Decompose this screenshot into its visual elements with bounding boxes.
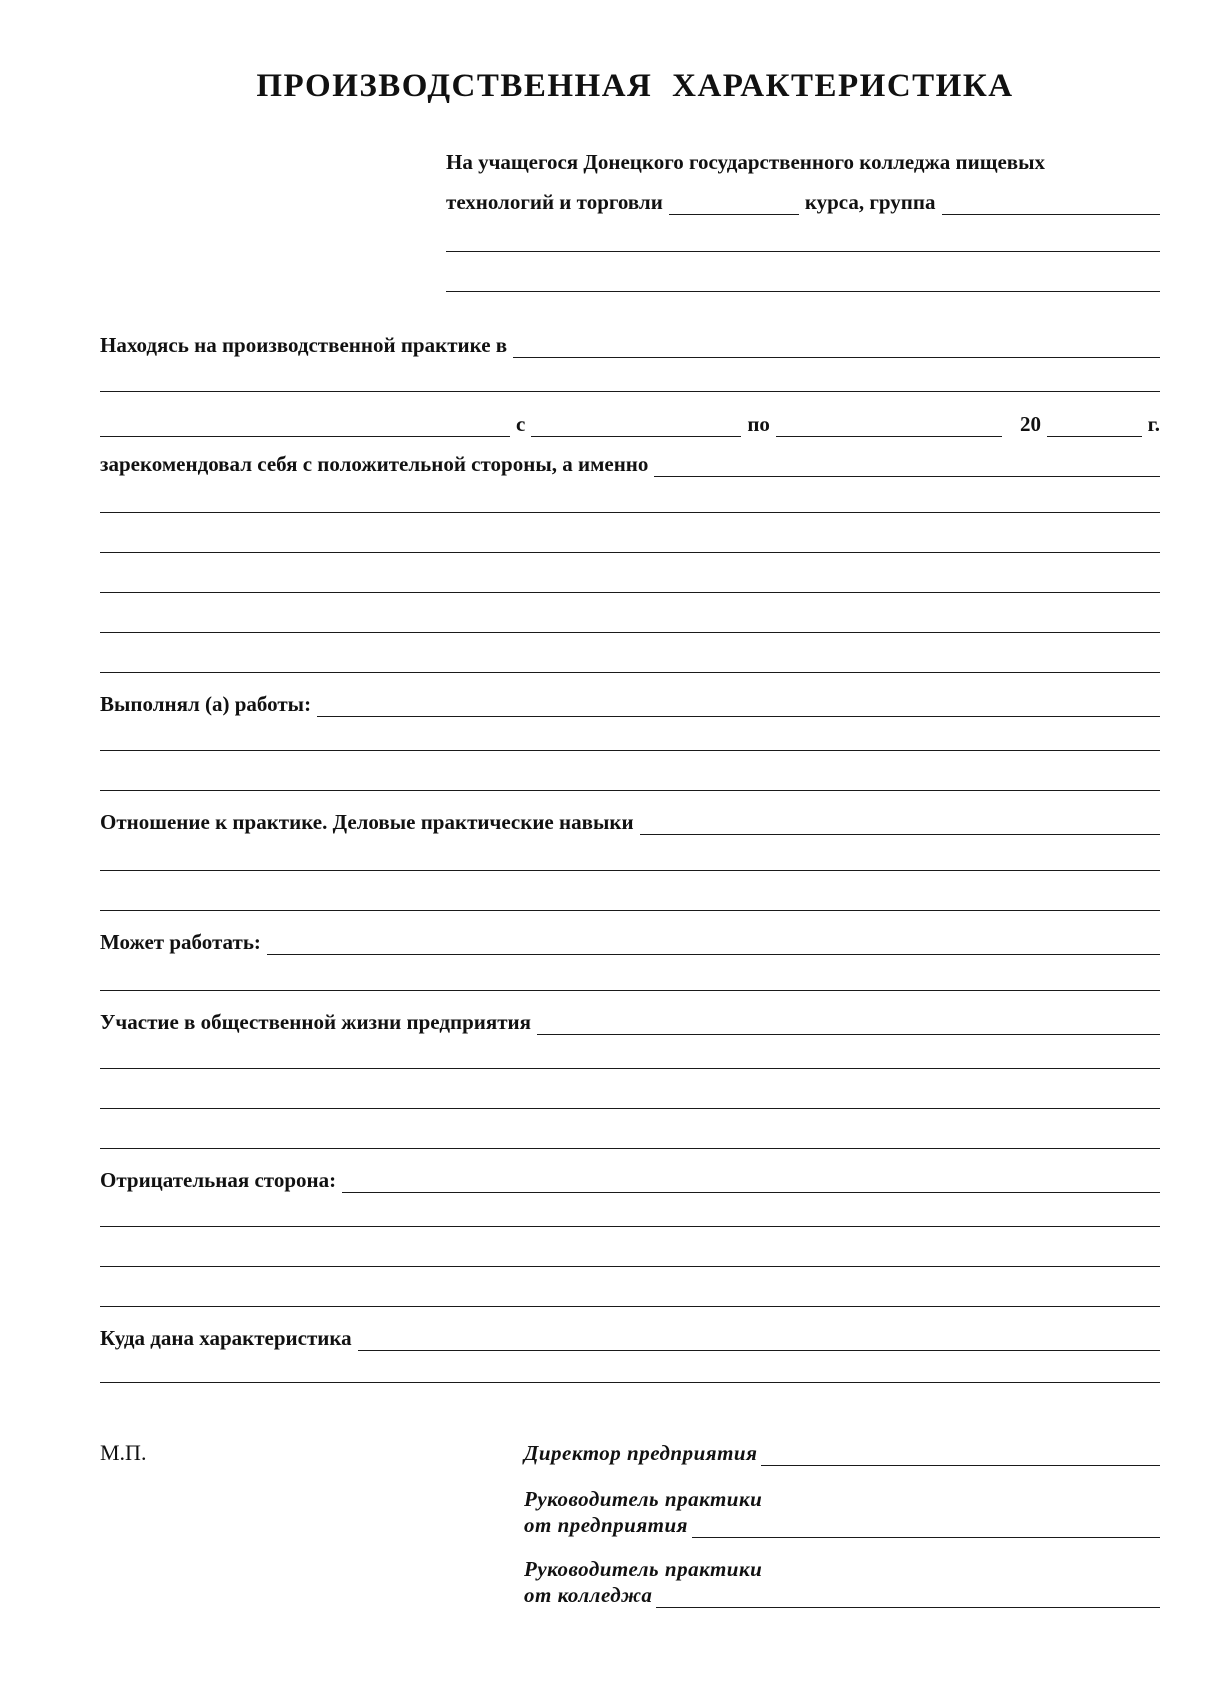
recommended-field[interactable] (654, 456, 1160, 477)
attitude-row (100, 810, 1160, 835)
practice-place-row (100, 333, 1160, 358)
director-label: Директор предприятия (524, 1441, 758, 1465)
student-name-line[interactable] (446, 251, 1160, 252)
recommended-line[interactable] (100, 512, 1160, 513)
social-row (100, 1010, 1160, 1035)
works-row (100, 692, 1160, 717)
destination-row (100, 1326, 1160, 1351)
practice-dates-row (100, 412, 1160, 437)
attitude-line[interactable] (100, 910, 1160, 911)
college-lead-signature (524, 1556, 1160, 1608)
works-label: Выполнял (а) работы: (100, 692, 312, 716)
header-text-2b: курса, группа (804, 190, 936, 214)
enterprise-lead-signature (524, 1486, 1160, 1538)
course-field[interactable] (669, 194, 799, 215)
header-line-2 (446, 190, 1160, 215)
social-line[interactable] (100, 1148, 1160, 1149)
director-signature-field[interactable] (761, 1445, 1160, 1466)
social-line[interactable] (100, 1108, 1160, 1109)
recommended-line[interactable] (100, 552, 1160, 553)
college-lead-signature-field[interactable] (656, 1587, 1160, 1608)
practice-place-label: Находясь на производственной практике в (100, 333, 508, 357)
social-label: Участие в общественной жизни предприятия (100, 1010, 531, 1034)
year-label: 20 (1019, 412, 1041, 436)
works-field[interactable] (317, 696, 1160, 717)
document-title: ПРОИЗВОДСТВЕННАЯ ХАРАКТЕРИСТИКА (256, 68, 1014, 104)
enterprise-lead-label-2: от предприятия (524, 1513, 688, 1537)
recommended-line[interactable] (100, 632, 1160, 633)
negative-line[interactable] (100, 1266, 1160, 1267)
year-field[interactable] (1047, 416, 1142, 437)
negative-field[interactable] (342, 1172, 1160, 1193)
recommended-label: зарекомендовал себя с положительной стороны, а именно (100, 452, 649, 476)
group-field[interactable] (942, 194, 1160, 215)
header-line-1 (446, 150, 1045, 175)
director-signature (524, 1440, 1160, 1466)
stamp-place: М.П. (100, 1440, 147, 1465)
student-name-line-2[interactable] (446, 291, 1160, 292)
negative-label: Отрицательная сторона: (100, 1168, 337, 1192)
practice-org-field[interactable] (100, 416, 510, 437)
negative-line[interactable] (100, 1226, 1160, 1227)
attitude-field[interactable] (640, 814, 1160, 835)
works-line[interactable] (100, 790, 1160, 791)
destination-field[interactable] (358, 1330, 1160, 1351)
practice-place-field[interactable] (513, 337, 1160, 358)
date-from-field[interactable] (531, 416, 741, 437)
negative-row (100, 1168, 1160, 1193)
from-label: с (516, 412, 526, 436)
works-line[interactable] (100, 750, 1160, 751)
practice-place-line[interactable] (100, 391, 1160, 392)
destination-line[interactable] (100, 1382, 1160, 1383)
header-text-2a: технологий и торговли (446, 190, 663, 214)
can-work-field[interactable] (267, 934, 1160, 955)
social-field[interactable] (537, 1014, 1160, 1035)
recommended-line[interactable] (100, 672, 1160, 673)
enterprise-lead-label-1: Руководитель практики (524, 1487, 763, 1511)
date-to-field[interactable] (776, 416, 1002, 437)
can-work-label: Может работать: (100, 930, 261, 954)
can-work-row (100, 930, 1160, 955)
recommended-row (100, 452, 1160, 477)
can-work-line[interactable] (100, 990, 1160, 991)
recommended-line[interactable] (100, 592, 1160, 593)
attitude-label: Отношение к практике. Деловые практические навыки (100, 810, 634, 834)
header-text-1: На учащегося Донецкого государственного колледжа пищевых (446, 150, 1046, 174)
year-suffix: г. (1147, 412, 1160, 436)
destination-label: Куда дана характеристика (100, 1326, 352, 1350)
negative-line[interactable] (100, 1306, 1160, 1307)
attitude-line[interactable] (100, 870, 1160, 871)
to-label: по (747, 412, 770, 436)
college-lead-label-1: Руководитель практики (524, 1557, 763, 1581)
college-lead-label-2: от колледжа (524, 1583, 653, 1607)
enterprise-lead-signature-field[interactable] (692, 1517, 1160, 1538)
social-line[interactable] (100, 1068, 1160, 1069)
